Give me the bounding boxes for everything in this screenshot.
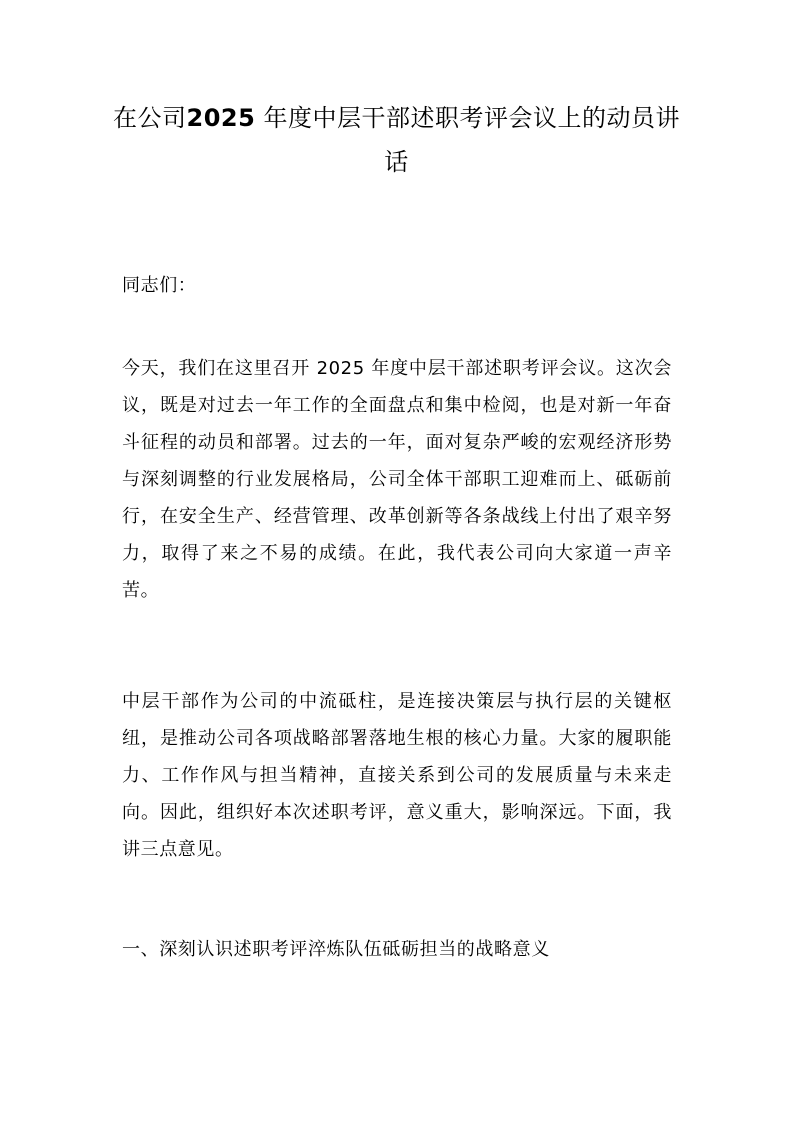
section-heading-1: 一、深刻认识述职考评淬炼队伍砥砺担当的战略意义 <box>122 939 550 960</box>
title-prefix: 在公司 <box>113 104 187 132</box>
paragraph-2: 中层干部作为公司的中流砥柱，是连接决策层与执行层的关键枢纽，是推动公司各项战略部署落地生根的核心力量。大家的履职能力、工作作风与担当精神，直接关系到公司的发展质量与未来走向。因此，组织好本次述职考评，意义重大，影响深远。下面，我讲三点意见。 <box>122 691 672 860</box>
title-year: 2025 <box>186 104 256 132</box>
paragraph-1: 今天，我们在这里召开 2025 年度中层干部述职考评会议。这次会议，既是对过去一年工作的全面盘点和集中检阅，也是对新一年奋斗征程的动员和部署。过去的一年，面对复杂严峻的宏观经济形势与深刻调整的行业发展格局，公司全体干部职工迎难而上、砥砺前行，在安全生产、经营管理、改革创新等各条战线上付出了艰辛努力，取得了来之不易的成绩。在此，我代表公司向大家道一声辛苦。 <box>122 358 672 601</box>
document-title <box>110 96 683 184</box>
title-suffix: 年度中层干部述职考评会议上的动员讲话 <box>255 104 680 176</box>
greeting: 同志们： <box>122 275 197 296</box>
